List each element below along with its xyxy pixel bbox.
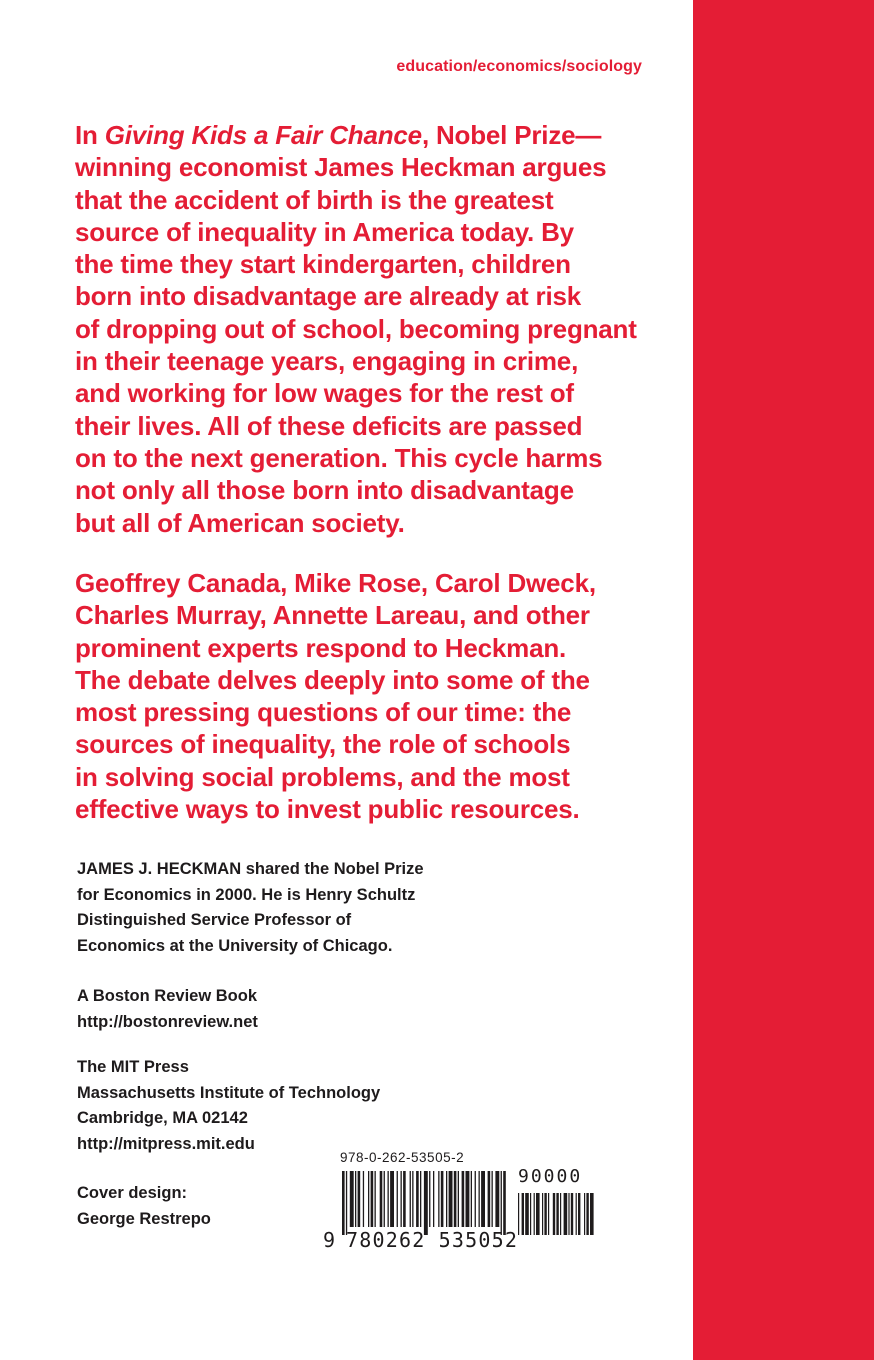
publisher-institution: Massachusetts Institute of Technology (77, 1083, 381, 1102)
text-line: Charles Murray, Annette Lareau, and other (75, 600, 590, 631)
barcode-bar (420, 1171, 421, 1227)
barcode-bar (380, 1171, 383, 1227)
text-line: not only all those born into disadvantage (75, 475, 574, 506)
text-line: Geoffrey Canada, Mike Rose, Carol Dweck, (75, 568, 596, 598)
barcode-bar (403, 1171, 406, 1227)
barcode-bar (449, 1171, 453, 1227)
barcode-bar (397, 1171, 398, 1227)
barcode-bar (454, 1171, 457, 1227)
category-label: education/economics/sociology (396, 58, 642, 75)
addon-bar (568, 1193, 569, 1235)
description-paragraph-1 (75, 119, 675, 539)
text-line: sources of inequality, the role of schools (75, 729, 571, 760)
addon-bar (530, 1193, 531, 1235)
text-line: but all of American society. (75, 507, 405, 538)
barcode-bar (358, 1171, 361, 1227)
addon-bar (576, 1193, 577, 1235)
barcode-bar (479, 1171, 480, 1227)
text-line: in solving social problems, and the most (75, 761, 570, 792)
publisher-name: The MIT Press (77, 1058, 189, 1076)
text-line: born into disadvantage are already at risk (75, 281, 582, 312)
addon-bar (564, 1193, 568, 1235)
barcode-bar (424, 1171, 428, 1235)
addon-bar (584, 1193, 585, 1235)
text-line: their lives. All of these deficits are passed (75, 410, 583, 441)
barcode-bar (384, 1171, 385, 1227)
text-line: of dropping out of school, becoming pregnant (75, 313, 637, 344)
text-line: Distinguished Service Professor of (77, 911, 352, 929)
barcode-bar (388, 1171, 389, 1227)
text-line: The debate delves deeply into some of the (75, 664, 590, 695)
price-code: 90000 (518, 1166, 583, 1187)
isbn-number: 978-0-262-53505-2 (340, 1150, 465, 1165)
barcode-bar (363, 1171, 364, 1227)
barcode-bar (390, 1171, 394, 1227)
barcode-bar (481, 1171, 485, 1227)
barcode-bar (438, 1171, 439, 1227)
text-line: , Nobel Prize— (421, 120, 602, 150)
addon-bar (578, 1193, 580, 1235)
barcode-bar (433, 1171, 434, 1227)
barcode-bar (501, 1171, 502, 1235)
addon-bar (536, 1193, 540, 1235)
text-line: Economics at the University of Chicago. (77, 936, 393, 955)
barcode-bar (446, 1171, 447, 1227)
barcode-bar (441, 1171, 444, 1227)
barcode-bar (368, 1171, 369, 1227)
text-line: in their teenage years, engaging in crime, (75, 346, 579, 377)
text-line: the time they start kindergarten, children (75, 249, 571, 280)
red-spine-strip (693, 0, 874, 1360)
addon-bar (560, 1193, 561, 1235)
barcode-bar (342, 1171, 345, 1235)
text-line: Cover design: (77, 1184, 188, 1202)
addon-bar (525, 1193, 529, 1235)
barcode-bar (346, 1171, 347, 1235)
barcode-bar (458, 1171, 459, 1227)
barcode-bar (375, 1171, 376, 1227)
barcode-bar (371, 1171, 374, 1227)
publisher-address: Cambridge, MA 02142 (77, 1109, 248, 1127)
barcode-bar (471, 1171, 472, 1227)
text-line: for Economics in 2000. He is Henry Schultz (77, 885, 416, 904)
publisher-url[interactable]: http://mitpress.mit.edu (77, 1134, 255, 1153)
barcode-bar (412, 1171, 413, 1227)
addon-bar (590, 1193, 594, 1235)
barcode-bar (350, 1171, 354, 1227)
addon-bar (534, 1193, 535, 1235)
addon-bar (571, 1193, 573, 1235)
text-line: that the accident of birth is the greatest (75, 184, 554, 215)
text-line: winning economist James Heckman argues (75, 152, 607, 183)
series-name: A Boston Review Book (77, 987, 257, 1005)
barcode-bar (462, 1171, 465, 1227)
addon-bar (586, 1193, 588, 1235)
text-line: effective ways to invest public resources. (75, 794, 580, 825)
addon-bar (544, 1193, 546, 1235)
text-line: and working for low wages for the rest of (75, 378, 574, 409)
barcode-bar (492, 1171, 493, 1227)
barcode-bar (466, 1171, 470, 1227)
text-line: on to the next generation. This cycle harms (75, 442, 603, 473)
barcode-digits: 780262 535052 (346, 1228, 519, 1252)
barcode-bar (416, 1171, 419, 1227)
addon-bar (553, 1193, 555, 1235)
series-info (77, 984, 577, 1035)
addon-bar (548, 1193, 549, 1235)
description-paragraph-2 (75, 567, 675, 825)
text-line: most pressing questions of our time: the (75, 697, 572, 728)
addon-bar (518, 1193, 519, 1235)
addon-bar (522, 1193, 524, 1235)
barcode-bar (495, 1171, 499, 1227)
barcode-bar (355, 1171, 356, 1227)
book-title: Giving Kids a Fair Chance (104, 120, 422, 150)
barcode-bar (429, 1171, 430, 1227)
text-line: JAMES J. HECKMAN shared the Nobel Prize (77, 860, 424, 878)
publisher-info (77, 1055, 577, 1157)
intro-word: In (75, 120, 105, 150)
barcode-bar (410, 1171, 411, 1227)
addon-bar (556, 1193, 558, 1235)
series-url[interactable]: http://bostonreview.net (77, 1012, 258, 1031)
barcode-bar (488, 1171, 491, 1227)
addon-bar (542, 1193, 543, 1235)
text-line: source of inequality in America today. By (75, 216, 574, 247)
designer-name: George Restrepo (77, 1209, 211, 1228)
barcode-bar (475, 1171, 476, 1227)
author-bio (77, 857, 577, 959)
isbn-barcode (323, 1150, 596, 1266)
barcode-first-digit: 9 (323, 1228, 336, 1252)
text-line: prominent experts respond to Heckman. (75, 632, 567, 663)
barcode-bar (401, 1171, 402, 1227)
barcode-bar (503, 1171, 506, 1235)
